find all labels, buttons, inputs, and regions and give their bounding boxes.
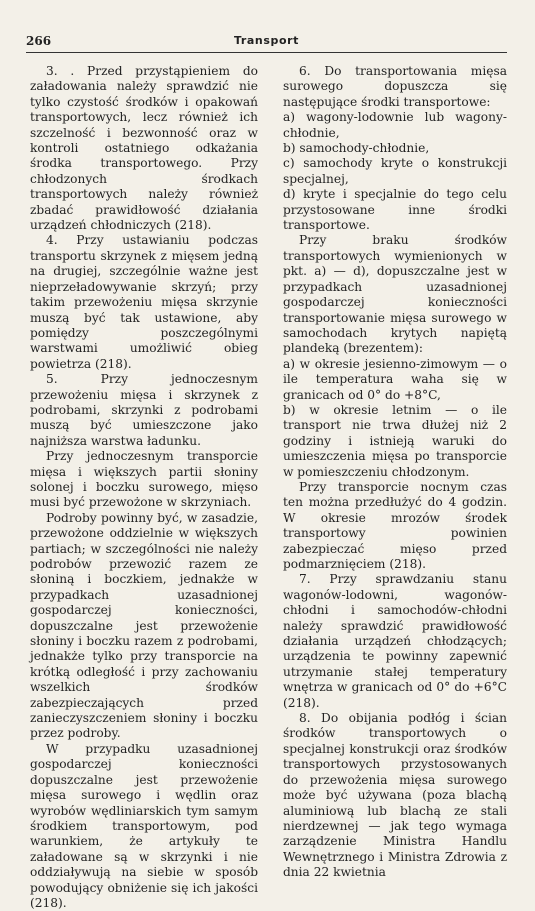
paragraph: W przypadku uzasadnionej gospodarczej konieczności dopuszczalne jest przewożenie mięsa surowego i wędlin oraz wyrobów wędliniarskich tym samym środkiem transportowym, pod warunkiem, że artykuły te załadowane są w skrzynki i nie oddziaływują na siebie w sposób powodujący obniżenie się ich jakości (218).	[30, 741, 258, 910]
paragraph: Przy transporcie nocnym czas ten można przedłużyć do 4 godzin. W okresie mrozów środek transportowy powinien zabezpieczać mięso przed podmarznięciem (218).	[283, 479, 507, 571]
paragraph-item-8: 8. Do obijania podłóg i ścian środków transportowych o specjalnej konstrukcji oraz środków transportowych przystosowanych do przewożenia mięsa surowego może być używana (poza blachą aluminiową lub blachą ze stali nierdzewnej — jak tego wymaga zarządzenie Ministra Handlu Wewnętrznego i Ministra Zdrowia z dnia 22 kwietnia	[283, 711, 507, 880]
list-item: b) w okresie letnim — o ile transport nie trwa dłużej niż 2 godziny i istnieją waruki do umieszczenia mięsa po transporcie w pomieszczeniu chłodzonym.	[283, 402, 507, 479]
right-column	[283, 64, 507, 881]
paragraph-item-3: 3. . Przed przystąpieniem do załadowania należy sprawdzić nie tylko czystość środków i opakowań transportowych, lecz również ich szczelność i bezwonność oraz w kontroli ostatniego odkażania środka transportowego. Przy chłodzonych środkach transportowych należy również zbadać prawidłowość działania urządzeń chłodniczych (218).	[30, 64, 258, 233]
paragraph-item-6: 6. Do transportowania mięsa surowego dopuszcza się następujące środki transportowe:	[283, 64, 507, 109]
list-item: b) samochody-chłodnie,	[283, 141, 430, 156]
paragraph: Podroby powinny być, w zasadzie, przewożone oddzielnie w większych partiach; w szczególności nie należy podrobów przewozić razem ze słoniną i boczkiem, jednakże w przypadkach uzasadnionej gospodarczej konieczności, dopuszczalne jest przewożenie słoniny i boczku razem z podrobami, jednakże tylko przy transporcie na krótką odległość i przy zachowaniu wszelkich środków zabezpieczających przed zanieczyszczeniem słoniny i boczku przez podroby.	[30, 510, 258, 741]
paragraph-item-5: 5. Przy jednoczesnym przewożeniu mięsa i skrzynek z podrobami, skrzynki z podrobami muszą być umieszczone jako najniższa warstwa ładunku.	[30, 372, 258, 448]
list-item: a) wagony-lodownie lub wagony-chłodnie,	[283, 110, 507, 140]
list-item: c) samochody kryte o konstrukcji specjalnej,	[283, 156, 507, 186]
paragraph-item-7: 7. Przy sprawdzaniu stanu wagonów-lodowni, wagonów-chłodni i samochodów-chłodni należy sprawdzić prawidłowość działania urządzeń chłodzących; urządzenia te powinny zapewnić utrzymanie stałej temperatury wnętrza w granicach od 0° do +6°C (218).	[283, 572, 507, 710]
left-column	[30, 64, 258, 911]
page-header	[26, 30, 507, 53]
paragraph: Przy braku środków transportowych wymienionych w pkt. a) — d), dopuszczalne jest w przypadkach uzasadnionej gospodarczej konieczności transportowanie mięsa surowego w samochodach krytych napiętą plandeką (brezentem):	[283, 233, 507, 356]
running-title: Transport	[233, 34, 300, 47]
list-item: d) kryte i specjalnie do tego celu przystosowane inne środki transportowe.	[283, 187, 507, 233]
list-item: a) w okresie jesienno-zimowym — o ile temperatura waha się w granicach od 0° do +8°C,	[283, 356, 507, 402]
page-number: 266	[26, 34, 52, 48]
paragraph-item-4: 4. Przy ustawianiu podczas transportu skrzynek z mięsem jedną na drugiej, szczególnie ważne jest nieprzeładowywanie skrzyń; przy takim przewożeniu mięsa skrzynie muszą być tak ustawione, aby pomiędzy poszczególnymi warstwami umożliwić obieg powietrza (218).	[30, 233, 258, 371]
paragraph: Przy jednoczesnym transporcie mięsa i większych partii słoniny solonej i boczku surowego, mięso musi być przewożone w skrzyniach.	[30, 449, 258, 510]
